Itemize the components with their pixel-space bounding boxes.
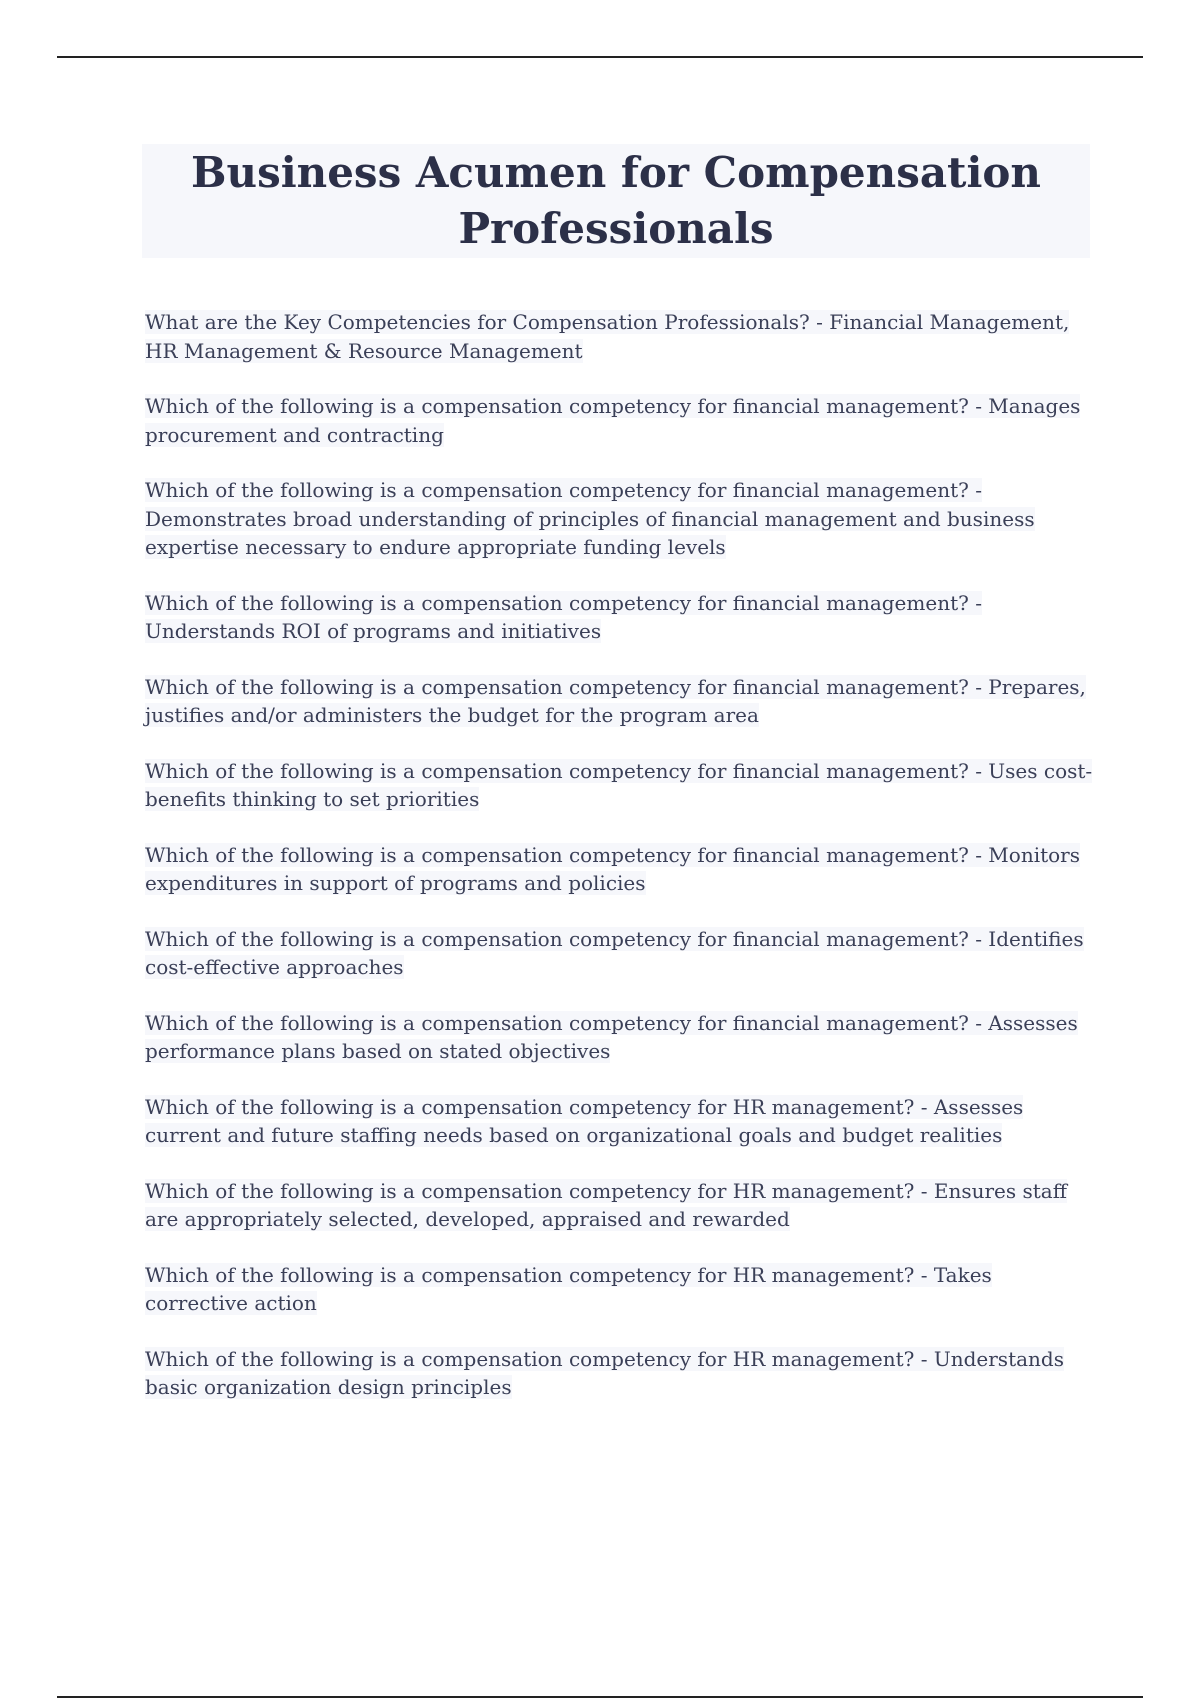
qa-item [145, 1093, 1095, 1150]
qa-item-text: What are the Key Competencies for Compensation Professionals? - Financial Management, HR Management & Resource Management [145, 310, 1070, 363]
qa-item-text: Which of the following is a compensation competency for financial management? - Demonstrates broad understanding of principles of financial management and business expertise necessary to endure appropriate funding levels [145, 478, 1035, 559]
qa-item-text: Which of the following is a compensation competency for HR management? - Ensures staff are appropriately selected, developed, appraised and rewarded [145, 1178, 1067, 1231]
qa-item [145, 1009, 1095, 1066]
qa-item-text: Which of the following is a compensation competency for financial management? - Monitors expenditures in support of programs and policies [145, 842, 1081, 895]
document-title: Business Acumen for Compensation Professionals [191, 148, 1041, 253]
qa-item [145, 308, 1095, 365]
qa-item [145, 673, 1095, 730]
qa-item-text: Which of the following is a compensation competency for financial management? - Uses cost-benefits thinking to set priorities [145, 758, 1093, 811]
qa-item [145, 1261, 1095, 1318]
qa-item [145, 1177, 1095, 1234]
qa-item [145, 841, 1095, 898]
qa-item [145, 925, 1095, 982]
qa-item [145, 392, 1095, 449]
qa-item-text: Which of the following is a compensation competency for financial management? - Manages procurement and contracting [145, 394, 1081, 447]
top-rule [57, 56, 1143, 58]
qa-item [145, 589, 1095, 646]
qa-item-text: Which of the following is a compensation competency for financial management? - Identifies cost-effective approaches [145, 926, 1084, 979]
qa-item-text: Which of the following is a compensation competency for HR management? - Assesses current and future staffing needs based on organizational goals and budget realities [145, 1094, 1024, 1147]
qa-item-text: Which of the following is a compensation competency for financial management? - Assesses performance plans based on stated objectives [145, 1010, 1078, 1063]
qa-item [145, 757, 1095, 814]
qa-item [145, 1345, 1095, 1402]
qa-list [145, 308, 1095, 1429]
qa-item-text: Which of the following is a compensation competency for HR management? - Understands basic organization design principles [145, 1346, 1064, 1399]
qa-item-text: Which of the following is a compensation competency for financial management? - Understands ROI of programs and initiatives [145, 590, 982, 643]
qa-item [145, 476, 1095, 562]
qa-item-text: Which of the following is a compensation competency for HR management? - Takes corrective action [145, 1262, 992, 1315]
title-banner [142, 144, 1090, 258]
bottom-rule [57, 1696, 1143, 1698]
qa-item-text: Which of the following is a compensation competency for financial management? - Prepares, justifies and/or administers the budget for the program area [145, 674, 1086, 727]
